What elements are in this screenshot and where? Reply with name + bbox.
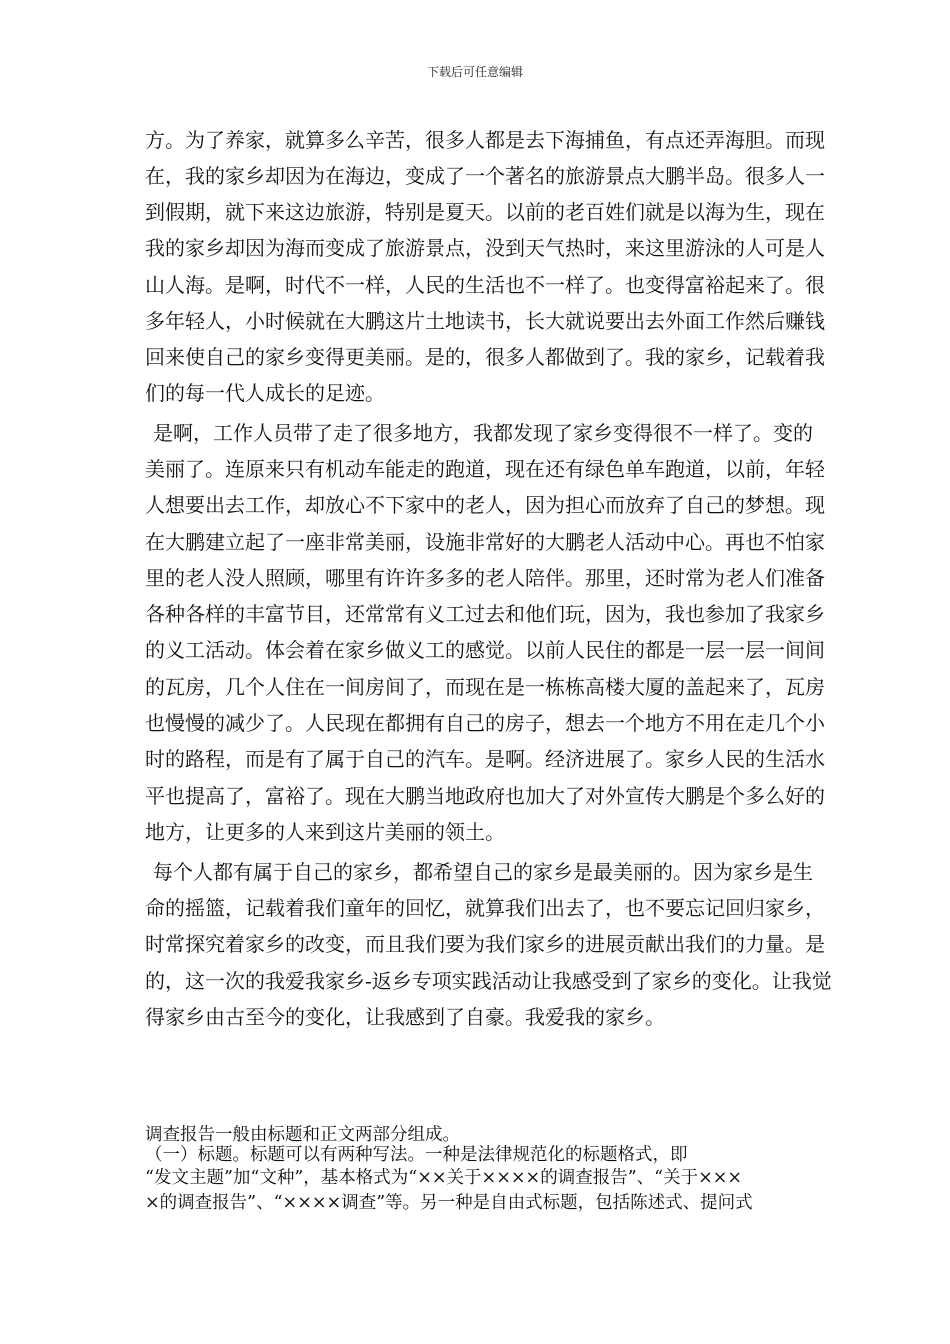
essay-line: 们的每一代人成长的足迹。 [145, 381, 385, 405]
essay-line: 里的老人没人照顾，哪里有许许多多的老人陪伴。那里，还时常为老人们准备 [145, 566, 825, 590]
essay-line: 平也提高了，富裕了。现在大鹏当地政府也加大了对外宣传大鹏是个多么好的 [145, 784, 825, 808]
report-line: ×的调查报告”、“××××调查”等。另一种是自由式标题，包括陈述式、提问式 [145, 1193, 753, 1213]
essay-line: 每个人都有属于自己的家乡，都希望自己的家乡是最美丽的。因为家乡是生 [153, 860, 813, 884]
essay-line: 地方，让更多的人来到这片美丽的领土。 [145, 820, 505, 844]
essay-line: 在大鹏建立起了一座非常美丽，设施非常好的大鹏老人活动中心。再也不怕家 [145, 530, 825, 554]
essay-line: 时常探究着家乡的改变，而且我们要为我们家乡的进展贡献出我们的力量。是 [145, 932, 825, 956]
essay-line: 也慢慢的减少了。人民现在都拥有自己的房子，想去一个地方不用在走几个小 [145, 711, 825, 735]
essay-line: 在，我的家乡却因为在海边，变成了一个著名的旅游景点大鹏半岛。很多人一 [145, 164, 825, 188]
essay-line: 得家乡由古至今的变化，让我感到了自豪。我爱我的家乡。 [145, 1005, 665, 1029]
essay-line: 的瓦房，几个人住在一间房间了，而现在是一栋栋高楼大厦的盖起来了，瓦房 [145, 675, 825, 699]
essay-line: 到假期，就下来这边旅游，特别是夏天。以前的老百姓们就是以海为生，现在 [145, 200, 825, 224]
essay-line: 的，这一次的我爱我家乡-返乡专项实践活动让我感受到了家乡的变化。让我觉 [145, 969, 832, 993]
essay-line: 山人海。是啊，时代不一样，人民的生活也不一样了。也变得富裕起来了。很 [145, 273, 825, 297]
essay-line: 多年轻人，小时候就在大鹏这片土地读书，长大就说要出去外面工作然后赚钱 [145, 309, 825, 333]
page-header-note: 下载后可任意编辑 [426, 65, 523, 79]
report-line: “发文主题”加“文种”，基本格式为“××关于××××的调查报告”、“关于××× [145, 1168, 743, 1188]
essay-line: 是啊，工作人员带了走了很多地方，我都发现了家乡变得很不一样了。变的 [153, 421, 813, 445]
essay-line: 回来使自己的家乡变得更美丽。是的，很多人都做到了。我的家乡，记载着我 [145, 345, 825, 369]
essay-line: 的义工活动。体会着在家乡做义工的感觉。以前人民住的都是一层一层一间间 [145, 638, 825, 662]
essay-line: 时的路程，而是有了属于自己的汽车。是啊。经济进展了。家乡人民的生活水 [145, 747, 825, 771]
essay-line: 人想要出去工作，却放心不下家中的老人，因为担心而放弃了自己的梦想。现 [145, 493, 825, 517]
essay-line: 命的摇篮，记载着我们童年的回忆，就算我们出去了，也不要忘记回归家乡， [145, 896, 825, 920]
essay-line: 方。为了养家，就算多么辛苦，很多人都是去下海捕鱼，有点还弄海胆。而现 [145, 128, 825, 152]
essay-line: 我的家乡却因为海而变成了旅游景点，没到天气热时，来这里游泳的人可是人 [145, 236, 825, 260]
essay-line: 各种各样的丰富节目，还常常有义工过去和他们玩，因为，我也参加了我家乡 [145, 602, 825, 626]
report-line: （一）标题。标题可以有两种写法。一种是法律规范化的标题格式，即 [145, 1145, 688, 1165]
essay-line: 美丽了。连原来只有机动车能走的跑道，现在还有绿色单车跑道，以前，年轻 [145, 457, 825, 481]
report-line: 调查报告一般由标题和正文两部分组成。 [145, 1125, 460, 1145]
